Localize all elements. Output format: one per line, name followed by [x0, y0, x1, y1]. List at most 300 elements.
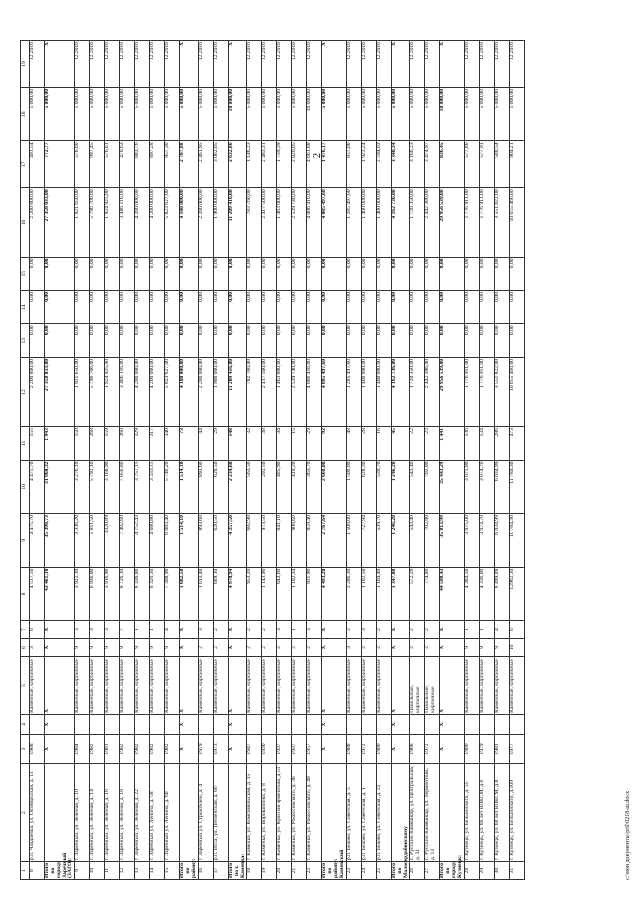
page-number: 2	[312, 153, 323, 158]
table-cell: X	[228, 656, 247, 714]
table-cell: 0,00	[30, 257, 45, 290]
table-cell: 0,00	[464, 324, 479, 357]
table-cell: 44	[198, 427, 213, 460]
table-cell: 3 486 116,00	[120, 188, 135, 257]
table-cell: 0,00	[464, 290, 479, 323]
table-cell: р.п. Исса, ул. Пензенская, д. 66	[213, 763, 228, 861]
table-cell: 6 936,00	[90, 567, 105, 621]
table-cell	[322, 763, 346, 861]
table-cell: 2 200 800,00	[30, 357, 45, 426]
table-cell	[198, 714, 213, 734]
table-cell: 836,45	[440, 141, 464, 188]
table-cell: 1 102,50	[361, 567, 376, 621]
table-cell: 0,00	[45, 324, 75, 357]
table-cell: 5 000,00	[120, 87, 135, 141]
table-cell: 12.2016	[165, 41, 180, 88]
column-number-cell: 16	[21, 188, 30, 257]
table-cell: г. Заречный, ул. Зеленая, д. 10	[75, 763, 90, 861]
table-cell: 148	[228, 427, 247, 460]
table-cell	[228, 763, 247, 861]
table-cell: 10	[509, 639, 524, 657]
table-cell: 35 813,99	[440, 514, 464, 568]
table-row	[509, 41, 524, 880]
table-cell: 9	[135, 639, 150, 657]
table-cell: 0,00	[198, 324, 213, 357]
table-cell: г. Заречный, ул. Зеленая, д. 18	[120, 763, 135, 861]
table-cell: 1 500,00	[346, 460, 361, 514]
table-cell: X	[322, 714, 346, 734]
table-cell: 1 463 000,00	[277, 357, 292, 426]
table-cell: 29	[213, 427, 228, 460]
table-cell: 2 707,88	[180, 141, 199, 188]
table-cell: 1 400 000,00	[361, 357, 376, 426]
table-cell: 0,00	[494, 324, 509, 357]
table-cell: 682,90	[247, 514, 262, 568]
table-cell: X	[440, 621, 464, 639]
table-cell: 1973	[213, 734, 228, 763]
table-cell: 43 461,10	[45, 567, 75, 621]
column-number-cell: 8	[21, 567, 30, 621]
table-cell	[120, 714, 135, 734]
table-cell: X	[45, 639, 75, 657]
table-cell: 620,50	[213, 514, 228, 568]
table-cell: 5 000,00	[105, 87, 120, 141]
table-cell: Итого по г. Каменка:	[227, 853, 246, 878]
table-cell: 1937	[292, 734, 307, 763]
table-cell: 12.2016	[361, 41, 376, 88]
table-cell: 0,00	[361, 257, 376, 290]
table-cell: 2 200 000,00	[198, 357, 213, 426]
table-cell: 0,00	[30, 290, 45, 323]
table-cell: 24	[361, 862, 376, 880]
table-cell: 2 594,03	[376, 141, 391, 188]
table-cell: г. Заречный ул. Ленина, д. 58	[150, 763, 165, 861]
table-cell: 12.2016	[247, 41, 262, 88]
table-cell: 1 776 911,00	[464, 188, 479, 257]
table-cell: г. Кузнецк, ул. Бельинского, д. 55	[464, 763, 479, 861]
table-cell: 12.2016	[479, 41, 494, 88]
table-cell: 4 162 736,00	[391, 188, 410, 257]
table-cell: 0,00	[75, 257, 90, 290]
table-cell: 0,00	[150, 324, 165, 357]
table-cell: 1 400 000,00	[376, 188, 391, 257]
table-cell: 1988	[346, 734, 361, 763]
table-cell: 12.2016	[410, 41, 425, 88]
table-cell: 0,00	[509, 324, 524, 357]
table-cell: 3 075,00	[464, 514, 479, 568]
table-cell: 628,30	[361, 460, 376, 514]
table-cell: Панельные, кирпичные	[425, 656, 440, 714]
table-cell: 0,00	[180, 257, 199, 290]
table-cell	[45, 763, 75, 861]
table-cell: 150	[75, 427, 90, 460]
table-cell: 0,00	[247, 290, 262, 323]
table-cell: 10 000,00	[307, 87, 322, 141]
table-cell: 3	[346, 639, 361, 657]
table-cell: Каменные, кирпичные	[150, 656, 165, 714]
table-cell: X	[180, 41, 199, 88]
table-cell: 5 000,00	[30, 87, 45, 141]
table-cell: 1980	[376, 734, 391, 763]
table-cell: 1937	[277, 734, 292, 763]
table-cell: 27	[425, 862, 440, 880]
table-cell: 136	[464, 427, 479, 460]
table-cell: 27 358 033,00	[45, 188, 75, 257]
table-cell: 1980	[464, 734, 479, 763]
table-cell: 2	[247, 621, 262, 639]
table-cell: 0,00	[361, 290, 376, 323]
table-cell: 1982	[165, 734, 180, 763]
table-cell: Каменные, кирпичные	[346, 656, 361, 714]
table-cell: 1 013,40	[198, 567, 213, 621]
table-cell: X	[322, 41, 346, 88]
table-cell: 3 074,70	[479, 514, 494, 568]
table-cell: X	[440, 656, 464, 714]
table-cell: 5 000,00	[361, 87, 376, 141]
table-cell: 13	[135, 862, 150, 880]
table-cell: 2	[198, 639, 213, 657]
table-row	[277, 41, 292, 880]
table-cell: 0,00	[180, 290, 199, 323]
table-cell: 1 720 350,00	[410, 188, 425, 257]
table-cell: 73	[180, 427, 199, 460]
table-cell: 17	[213, 862, 228, 880]
table-cell: г. Кузнецк, ул. 60 лет ВЛКСМ, д.6	[479, 763, 494, 861]
table-cell: 0,00	[391, 324, 410, 357]
table-cell: 1 924 925,00	[105, 357, 120, 426]
table-row	[105, 41, 120, 880]
table-cell: 1 900 000,00	[213, 357, 228, 426]
table-cell: 0,00	[30, 324, 45, 357]
table-cell: 1982	[135, 734, 150, 763]
table-cell: 5 000,00	[464, 87, 479, 141]
table-cell: 1 104,40	[376, 567, 391, 621]
table-cell: 134	[479, 427, 494, 460]
table-cell: Итого по Малосердобинскому	[390, 826, 409, 878]
table-cell: 12.2016	[262, 41, 277, 88]
table-cell: 620,50	[213, 460, 228, 514]
table-cell: 1 441	[440, 427, 464, 460]
table-cell: 782 760,00	[247, 188, 262, 257]
table-cell: 0,00	[228, 324, 247, 357]
column-number-cell: 6	[21, 639, 30, 657]
table-cell: X	[45, 621, 75, 639]
table-cell: 1 923,24	[361, 141, 376, 188]
table-cell: 0,00	[307, 290, 322, 323]
table-cell: 893,60	[198, 514, 213, 568]
table-cell: 5 000,00	[90, 87, 105, 141]
table-cell: 5 000,00	[198, 87, 213, 141]
table-cell: X	[228, 41, 247, 88]
table-cell: 9	[120, 639, 135, 657]
table-cell: 2 483,31	[262, 141, 277, 188]
table-cell: 1	[150, 621, 165, 639]
table-cell: г. Каменка, ул. Комсомольская, д. 15	[247, 763, 262, 861]
table-cell: 12.2016	[464, 41, 479, 88]
table-cell: 3 166,23	[410, 141, 425, 188]
table-cell: 32	[247, 427, 262, 460]
table-cell: 2	[410, 621, 425, 639]
table-cell: 9	[75, 862, 90, 880]
table-cell: 2	[262, 621, 277, 639]
table-cell: 0,00	[105, 290, 120, 323]
table-cell: 1981	[105, 734, 120, 763]
table-cell: 0,00	[120, 324, 135, 357]
register-table	[20, 40, 525, 880]
table-cell: 4 200 000,00	[150, 188, 165, 257]
table-cell: 5 000,00	[410, 87, 425, 141]
table-cell: 1 146,23	[247, 141, 262, 188]
table-cell: X	[228, 621, 247, 639]
table-cell: 0,00	[322, 257, 346, 290]
table-cell: 18	[247, 862, 262, 880]
table-cell: 7 308,90	[165, 567, 180, 621]
table-cell: 21	[292, 862, 307, 880]
table-cell: 3 340,34	[391, 141, 410, 188]
table-cell: X	[45, 714, 75, 734]
table-cell: 0,00	[262, 257, 277, 290]
table-cell	[150, 714, 165, 734]
table-cell: 5 000,00	[479, 87, 494, 141]
table-cell: 1 739,39	[277, 141, 292, 188]
table-cell: 2 539 740,00	[292, 188, 307, 257]
table-cell: X	[391, 639, 410, 657]
table-cell: 669,10	[213, 567, 228, 621]
table-cell: 3 474,97	[425, 141, 440, 188]
table-cell: 8	[30, 862, 45, 880]
table-cell	[464, 714, 479, 734]
table-cell: 0,00	[322, 290, 346, 323]
table-row	[262, 41, 277, 880]
table-row	[75, 41, 90, 880]
table-cell: 29	[307, 427, 322, 460]
table-cell: Каменные, кирпичные	[75, 656, 90, 714]
table-cell: 2 200 000,00	[198, 188, 213, 257]
table-cell: 0,00	[75, 324, 90, 357]
table-cell: X	[440, 734, 464, 763]
table-cell: 0,00	[90, 257, 105, 290]
table-cell: 2	[410, 639, 425, 657]
table-cell: г. Кузнецк, ул. 60 лет ВЛКСМ, д.8	[494, 763, 509, 861]
table-cell: 286	[494, 427, 509, 460]
table-cell: 2 820,05	[292, 141, 307, 188]
table-cell: 1	[292, 621, 307, 639]
table-cell: 6 326,30	[150, 567, 165, 621]
table-cell: 3	[277, 621, 292, 639]
table-cell: 1 924 925,00	[105, 188, 120, 257]
table-cell: 4 257,50	[228, 514, 247, 568]
table-cell: г. Каменка, ул. Рокоссовского, д. 40	[307, 763, 322, 861]
table-cell	[292, 714, 307, 734]
table-cell: 1 682,50	[180, 567, 199, 621]
table-cell: 12.2016	[213, 41, 228, 88]
table-cell: X	[45, 656, 75, 714]
table-cell: 1 776 911,00	[479, 188, 494, 257]
column-number-cell: 4	[21, 714, 30, 734]
table-cell	[376, 714, 391, 734]
table-cell: 35 398,73	[45, 514, 75, 568]
table-cell: 2 442 386,00	[425, 357, 440, 426]
table-cell: 0,00	[376, 324, 391, 357]
table-cell: 0,00	[213, 290, 228, 323]
table-cell	[213, 714, 228, 734]
table-cell: 883,76	[135, 141, 150, 188]
table-cell: 2 442 386,00	[425, 188, 440, 257]
table-cell: 572,20	[410, 567, 425, 621]
table-cell: 774,80	[425, 567, 440, 621]
table-cell: 5 000,00	[45, 87, 75, 141]
table-cell: X	[228, 734, 247, 763]
table-cell: Каменные, кирпичные	[307, 656, 322, 714]
table-cell: 26	[410, 862, 425, 880]
table-cell: 2	[262, 639, 277, 657]
table-cell: 0,00	[346, 290, 361, 323]
table-cell: 317	[150, 427, 165, 460]
table-cell: 3 062,05	[213, 141, 228, 188]
table-cell: 4 384,50	[464, 567, 479, 621]
column-number-cell: 15	[21, 257, 30, 290]
table-cell: 0,00	[425, 290, 440, 323]
table-cell: 12.2016	[376, 41, 391, 88]
table-row	[346, 41, 361, 880]
table-cell: 0,00	[346, 324, 361, 357]
table-cell: 1982	[90, 734, 105, 763]
table-cell: 12	[120, 862, 135, 880]
table-cell: 27 358 033,00	[45, 357, 75, 426]
table-cell: 4 517,50	[30, 567, 45, 621]
table-cell: X	[322, 734, 346, 763]
table-cell: 4 100 000,00	[180, 188, 199, 257]
table-cell: г. Каменка, ул. Ворошилова, д. 8	[262, 763, 277, 861]
table-cell: 15	[165, 862, 180, 880]
table-cell: 2	[213, 621, 228, 639]
table-cell: 35 443,29	[440, 460, 464, 514]
table-cell: X	[391, 714, 410, 734]
subtotal-row	[228, 41, 247, 880]
table-cell: 0,00	[228, 290, 247, 323]
table-cell: 0,00	[292, 257, 307, 290]
file-path-footer: c:\мои документы\pril\0218-ш.docx	[625, 790, 631, 880]
table-cell: 25	[376, 862, 391, 880]
table-cell: 9	[479, 639, 494, 657]
table-cell: 14	[150, 862, 165, 880]
table-cell: г. Заречный, ул. Зеленая, д. 16	[105, 763, 120, 861]
table-cell	[425, 714, 440, 734]
rotated-page	[20, 30, 631, 880]
table-cell: 0,00	[376, 290, 391, 323]
table-cell: 4 085 497,60	[322, 357, 346, 426]
table-cell: X	[391, 41, 410, 88]
table-cell: 0,00	[509, 290, 524, 323]
table-row	[30, 41, 45, 880]
table-cell: 0,00	[45, 290, 75, 323]
table-cell: Каменные, кирпичные	[165, 656, 180, 714]
table-cell: 5 811,50	[90, 514, 105, 568]
table-cell: 897,28	[150, 141, 165, 188]
table-cell: 1988	[30, 734, 45, 763]
table-cell: 3	[361, 621, 376, 639]
table-cell: 473	[509, 427, 524, 460]
table-cell: 0,00	[307, 324, 322, 357]
table-cell: 1947	[247, 734, 262, 763]
table-cell: р.п. Беково, ул. Советская, д. 1	[361, 763, 376, 861]
table-cell	[30, 714, 45, 734]
subtotal-row	[45, 41, 75, 880]
table-cell: 28	[464, 862, 479, 880]
table-cell: 6 083,40	[165, 514, 180, 568]
table-cell: 0,00	[135, 257, 150, 290]
table-cell: 0,00	[120, 257, 135, 290]
table-cell: 10 655 466,00	[509, 188, 524, 257]
table-cell: 0,00	[90, 324, 105, 357]
table-cell: 12.2016	[120, 41, 135, 88]
table-cell: 0,00	[247, 257, 262, 290]
table-cell: X	[180, 734, 199, 763]
table-cell: 1979	[479, 734, 494, 763]
table-cell: 4 336,00	[479, 567, 494, 621]
table-cell: 0,00	[440, 290, 464, 323]
table-cell: 1	[135, 621, 150, 639]
table-row	[361, 41, 376, 880]
table-cell: 0,00	[440, 324, 464, 357]
table-cell: 0,00	[150, 257, 165, 290]
table-cell: 0,00	[165, 290, 180, 323]
table-cell: 0,00	[376, 257, 391, 290]
table-cell: 3 551 822,00	[494, 357, 509, 426]
table-cell: 3 916,90	[105, 567, 120, 621]
table-cell: 5 746,20	[165, 460, 180, 514]
table-cell: 10 655 466,00	[509, 357, 524, 426]
table-cell: 841,10	[277, 514, 292, 568]
table-cell: 0,00	[180, 324, 199, 357]
table-cell: Каменные, кирпичные	[247, 656, 262, 714]
table-cell: 4	[165, 621, 180, 639]
table-row	[198, 41, 213, 880]
table-cell: X	[45, 734, 75, 763]
table-cell: 772,77	[45, 141, 75, 188]
table-row	[425, 41, 440, 880]
table-cell: 19	[262, 862, 277, 880]
column-number-cell: 1	[21, 862, 30, 880]
table-cell: 1957	[307, 734, 322, 763]
table-cell: 577,91	[479, 141, 494, 188]
table-cell: Итого по району:	[179, 858, 198, 878]
table-cell: 1 720 350,00	[410, 357, 425, 426]
table-cell: 3 486 116,00	[120, 357, 135, 426]
table-cell: 1981	[494, 734, 509, 763]
table-cell: 1	[464, 621, 479, 639]
table-cell: 12.2016	[425, 41, 440, 88]
table-cell: 3 551 822,00	[494, 188, 509, 257]
table-cell	[90, 714, 105, 734]
table-cell: 0,00	[292, 324, 307, 357]
table-cell: 12.2016	[494, 41, 509, 88]
table-cell: 10 000,00	[228, 87, 247, 141]
table-cell: 4 475,70	[30, 460, 45, 514]
table-cell: 3	[198, 621, 213, 639]
table-cell: 1 246,20	[391, 514, 410, 568]
table-cell: 0,00	[198, 257, 213, 290]
table-cell: 2 234,60	[228, 460, 247, 514]
table-cell: 5 000,00	[346, 87, 361, 141]
table-cell: 931,90	[307, 567, 322, 621]
table-cell: 2	[292, 639, 307, 657]
table-cell: 576,61	[105, 141, 120, 188]
table-cell: 491,54	[30, 141, 45, 188]
table-cell: 0,00	[479, 290, 494, 323]
table-cell	[346, 714, 361, 734]
table-cell: 12.2016	[135, 41, 150, 88]
